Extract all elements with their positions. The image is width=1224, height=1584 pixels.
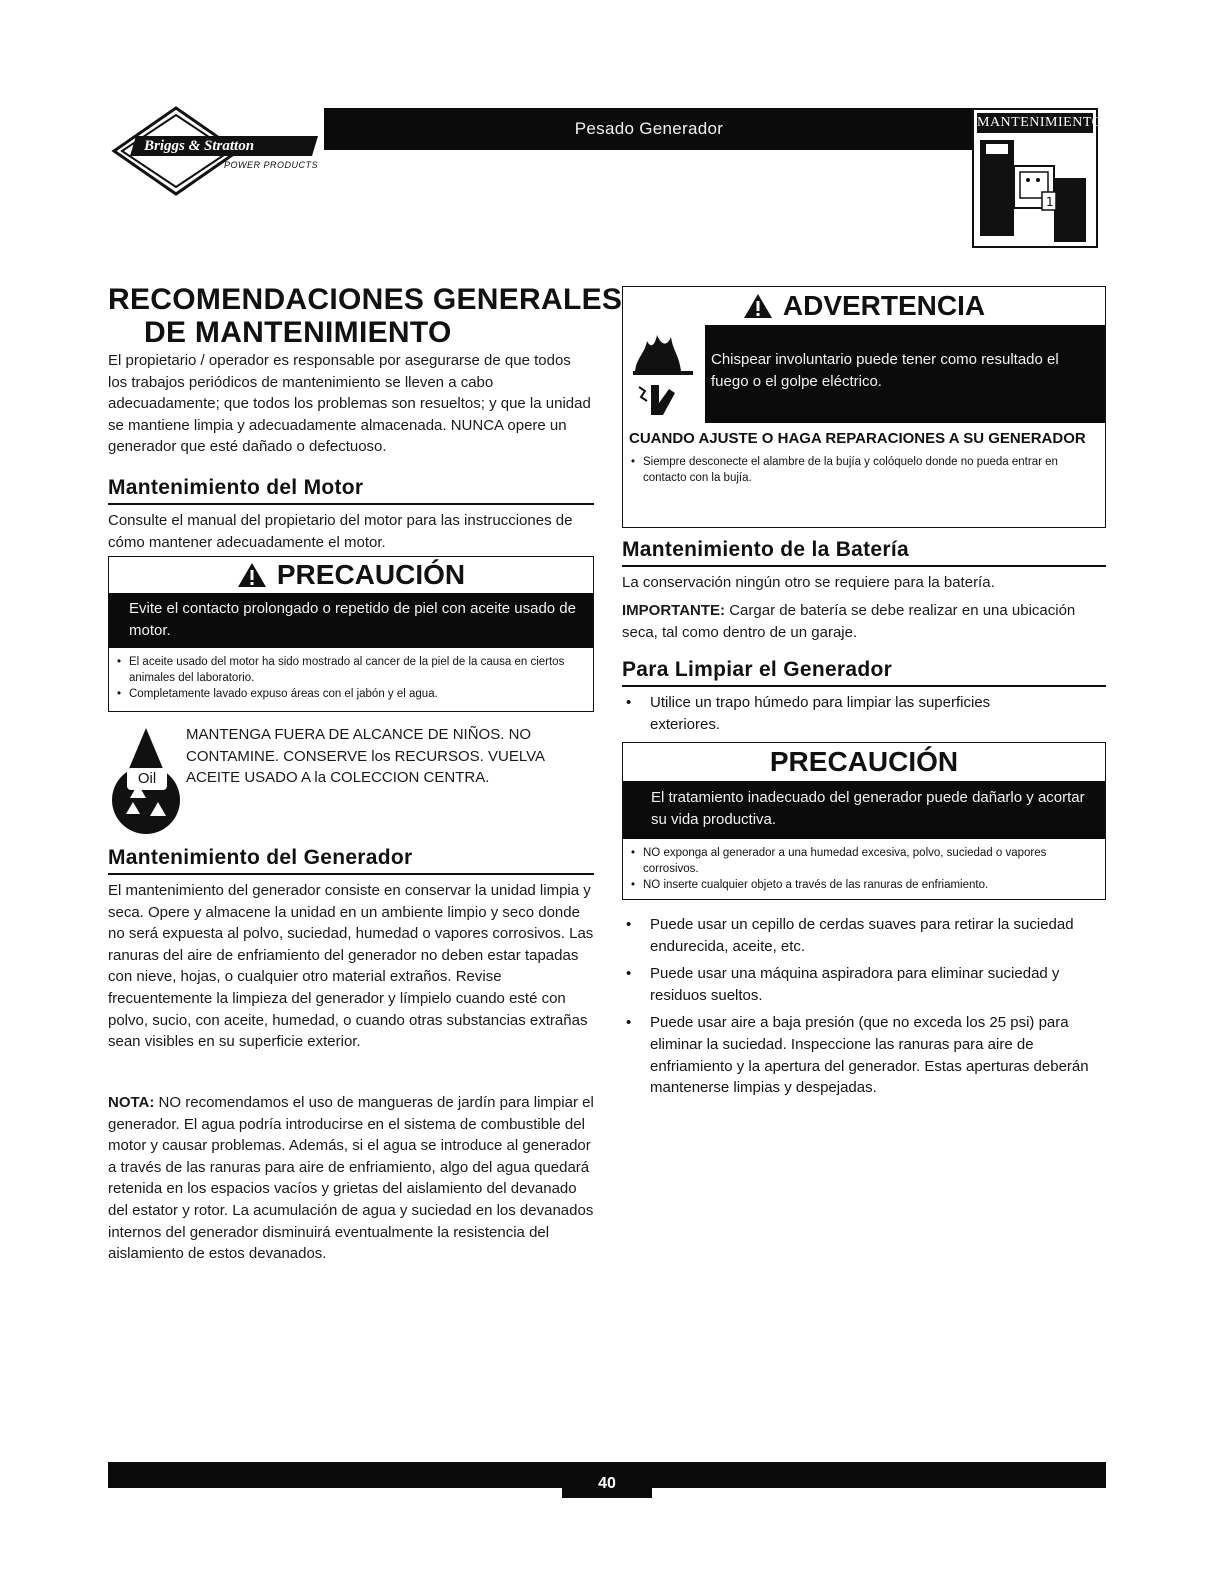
clean-heading: Para Limpiar el Generador: [622, 658, 1106, 687]
warning-triangle-icon: [743, 293, 773, 319]
warning-pictograms: [623, 325, 705, 423]
list-item: • Completamente lavado expuso áreas con el jabón y el agua.: [117, 686, 585, 702]
nota-label: NOTA:: [108, 1094, 155, 1111]
brand-subtitle: POWER PRODUCTS: [224, 160, 319, 170]
caution-message: El tratamiento inadecuado del generador puede dañarlo y acortar su vida productiva.: [623, 781, 1105, 839]
generator-heading: Mantenimiento del Generador: [108, 846, 594, 875]
warning-body: [623, 325, 1105, 423]
oil-icon-label: Oil: [127, 768, 167, 790]
cleaning-tips-list: [622, 914, 1106, 1105]
warning-subheading: CUANDO AJUSTE O HAGA REPARACIONES A SU GENERADOR: [629, 430, 1086, 447]
importante-text: Cargar de batería se debe realizar en una ubicación seca, tal como dentro de un garaje.: [622, 602, 1076, 641]
caution-box-oil: [108, 556, 594, 712]
caution-bullets: [623, 839, 1105, 897]
caution-message: Evite el contacto prolongado o repetido de piel con aceite usado de motor.: [109, 593, 593, 648]
generator-paragraph: El mantenimiento del generador consiste en conservar la unidad limpia y seca. Opere y almacene la unidad en un ambiente limpio y seco donde no será expuesta al polvo, suciedad, humedad o vapores corrosivos. Las ranuras del aire de enfriamiento del generador no deben estar tapadas con nieve, hojas, o cualquier otro material extraños. Revise frecuentemente la limpieza del generador y límpielo cuando esté con polvo, sucio, con aceite, humedad, o cuando otras substancias extrañas sean visibles en su superficie exterior.: [108, 882, 594, 1051]
warning-box: [622, 286, 1106, 528]
list-item: • NO exponga al generador a una humedad excesiva, polvo, suciedad o vapores corrosivos.: [631, 845, 1097, 877]
fire-and-shock-icon: [627, 327, 701, 421]
svg-text:1: 1: [1046, 195, 1054, 209]
nota-paragraph: [108, 1092, 594, 1265]
list-item: • Puede usar un cepillo de cerdas suaves para retirar la suciedad endurecida, aceite, etc.: [622, 914, 1106, 957]
warning-title-text: ADVERTENCIA: [782, 290, 986, 321]
warning-message: Chispear involuntario puede tener como resultado el fuego o el golpe eléctrico.: [705, 325, 1105, 423]
list-item: • Siempre desconecte el alambre de la bujía y colóquelo donde no pueda entrar en contacto con la bujía.: [631, 454, 1097, 486]
motor-heading: Mantenimiento del Motor: [108, 476, 594, 505]
brand-logo: [108, 106, 328, 196]
caution-title: [109, 557, 593, 593]
list-item: • El aceite usado del motor ha sido mostrado al cancer de la piel de la causa en ciertos animales del laboratorio.: [117, 654, 585, 686]
main-title-line1: RECOMENDACIONES GENERALES: [108, 283, 623, 316]
caution-title: PRECAUCIÓN: [769, 746, 959, 777]
header-title-bar: Pesado Generador: [324, 108, 974, 150]
section-tab: [972, 108, 1103, 248]
importante-label: IMPORTANTE:: [622, 602, 726, 619]
brand-name: Briggs & Stratton: [144, 138, 255, 154]
nota-text: NO recomendamos el uso de mangueras de jardín para limpiar el generador. El agua podría introducirse en el sistema de combustible del motor y causar problemas. Además, si el agua se introduce al generador a través de las ranuras para aire de enfriamiento, algo del agua quedará retenida en los espacios vacíos y grietas del aislamiento del devanado del estator y rotor. La acumulación de agua y suciedad en los devanados internos del generador disminuirá eventualmente la resistencia del aislamiento de estos devanados.: [108, 1094, 594, 1263]
page-number: 40: [562, 1462, 652, 1498]
intro-paragraph: El propietario / operador es responsable por asegurarse de que todos los trabajos periódicos de mantenimiento se lleven a cabo adecuadamente; que todos los problemas son resueltos; y que la unidad se mantiene limpia y adecuadamente almacenada. NUNCA opere un generador que esté dañado o defectuoso.: [108, 352, 591, 456]
warning-bullets: [623, 448, 1105, 490]
list-item: • Puede usar aire a baja presión (que no exceda los 25 psi) para eliminar la suciedad. Inspeccione las ranuras para aire de enfriamiento y la apertura del generador. Estas aperturas deberán mantenerse limpias y despejadas.: [622, 1012, 1106, 1098]
list-item: • NO inserte cualquier objeto a través de las ranuras de enfriamiento.: [631, 877, 1097, 893]
list-item: • Puede usar una máquina aspiradora para eliminar suciedad y residuos sueltos.: [622, 963, 1106, 1006]
importante-paragraph: [622, 600, 1106, 643]
motor-paragraph: Consulte el manual del propietario del motor para las instrucciones de cómo mantener adecuadamente el motor.: [108, 512, 573, 551]
battery-heading: Mantenimiento de la Batería: [622, 538, 1106, 567]
clean-list: [622, 692, 1062, 741]
battery-paragraph: La conservación ningún otro se requiere para la batería.: [622, 574, 995, 591]
caution-box-generator: [622, 742, 1106, 900]
warning-triangle-icon: [237, 562, 267, 588]
section-tab-label: MANTENIMIENTO: [977, 113, 1093, 133]
maintenance-manual-icon: [978, 136, 1094, 244]
warning-title: [623, 287, 1105, 325]
oil-notice: MANTENGA FUERA DE ALCANCE DE NIÑOS. NO CONTAMINE. CONSERVE los RECURSOS. VUELVA ACEITE USADO A la COLECCION CENTRA.: [186, 726, 545, 787]
main-title-line2: DE MANTENIMIENTO: [144, 316, 452, 349]
list-item: • Utilice un trapo húmedo para limpiar las superficies exteriores.: [622, 692, 1062, 735]
caution-title-text: PRECAUCIÓN: [276, 559, 466, 590]
caution-bullets: [109, 648, 593, 706]
